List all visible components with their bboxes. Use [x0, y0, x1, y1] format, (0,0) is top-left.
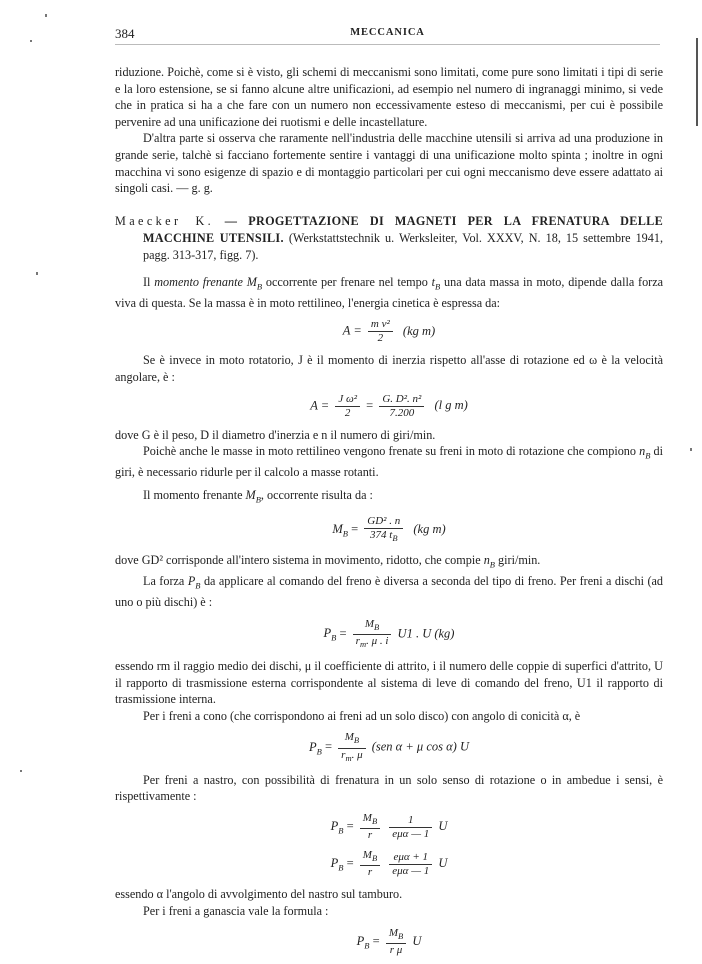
paragraph: Il momento frenante $M_B$, occorrente risulta da : [143, 487, 373, 505]
paragraph: Poichè anche le masse in moto rettilineo vengono frenate su freni in moto di rotazione che compiono $n_B$ di giri, è necessario ridurle per il calcolo a masse rotanti. [115, 444, 663, 480]
scan-speck [45, 14, 47, 17]
paragraph: essendo rm il raggio medio dei dischi, μ il coefficiente di attrito, i il numero delle coppie di superfici d'attrito, U il rapporto di trasmissione esterna corrispondente al sistema di leve di comando del freno, U1 il rapporto di trasmissione interna. [115, 659, 663, 707]
header-rule [115, 44, 660, 45]
formula-shoe-brake: $P_B$ = $\frac{M_B}{\text{r μ}}$ U [356, 926, 422, 956]
paragraph: essendo α l'angolo di avvolgimento del nastro sul tamburo. [115, 887, 403, 902]
running-header [115, 26, 660, 42]
page-number: 384 [115, 26, 135, 41]
formula-rotational-energy: A = $\frac{\text{J ω²}}{2}$ = $\frac{\text{G. D². n²}}{7.200}$ (l g m) [310, 392, 468, 419]
header-title: MECCANICA [350, 27, 425, 38]
formula-cone-brake: $P_B$ = $\frac{M_B}{r_m. \mu}$ (sen α + μ cos α) U [309, 731, 469, 763]
page-body [115, 64, 663, 964]
formula-band-brake-one-way: $P_B$ = $\frac{M_B}{r}$ $\frac{1}{\text{eμα — 1}}$ U [330, 811, 448, 842]
paragraph: riduzione. Poichè, come si è visto, gli schemi di meccanismi sono limitati, come pure sono limitati i tipi di serie e la loro estensione, se si fanno alcune altre unificazioni, ad esempio nel numero di ingranaggi minimo, si vede che in pratica si ha a che fare con un numero non eccessivamente esteso di meccanismi, per cui è possibile pervenire ad una unificazione dei ruotismi e delle incastellature. [115, 65, 663, 129]
scan-speck [36, 272, 38, 275]
formula-band-brake-both-ways: $P_B$ = $\frac{M_B}{r}$ $\frac{\text{eμα + 1}}{\text{eμα — 1}}$ U [330, 849, 448, 879]
scan-speck [20, 770, 22, 772]
paragraph: dove G è il peso, D il diametro d'inerzia e n il numero di giri/min. [115, 427, 436, 442]
scan-speck [30, 40, 32, 42]
paragraph: Per i freni a cono (che corrispondono ai freni ad un solo disco) con angolo di conicità α, è [143, 708, 581, 723]
article-author: Maecker K. [115, 213, 215, 228]
paragraph: Per freni a nastro, con possibilità di frenatura in un solo senso di rotazione o in ambedue i sensi, è rispettivamente : [115, 772, 663, 804]
article-title: — PROGETTAZIONE DI MAGNETI PER LA FRENATURA DELLE MACCHINE UTENSILI. [143, 213, 663, 245]
article-source: (Werkstattstechnik u. Werksleiter, Vol. XXXV, N. 18, 15 settembre 1941, pagg. 313-317, figg. 7). [143, 230, 664, 262]
scan-speck [690, 448, 692, 451]
formula-braking-moment: $M_B$ = $\frac{\text{GD² . n}}{374 t_B}$ (kg m) [332, 514, 446, 543]
paragraph: dove GD² corrisponde all'intero sistema in movimento, ridotto, che compie $n_B$ giri/min. [115, 553, 541, 570]
paragraph: Il momento frenante $M_B$ occorrente per frenare nel tempo $t_B$ una data massa in moto, dipende dalla forza viva di questa. Se la massa è in moto rettilineo, l'energia cinetica è espressa da: [115, 274, 664, 310]
paragraph: Se è invece in moto rotatorio, J è il momento di inerzia rispetto all'asse di rotazione ed ω è la velocità angolare, è : [115, 353, 663, 384]
paragraph: La forza $P_B$ da applicare al comando del freno è diversa a seconda del tipo di freno. Per freni a dischi (ad uno o più dischi) è : [115, 574, 664, 610]
formula-disc-brake: $P_B$ = $\frac{M_B}{r_m. \mu . i}$ U1 . U (kg) [323, 617, 455, 650]
scan-edge-mark [696, 38, 698, 126]
formula-kinetic-energy: A = $\frac{\text{m v²}}{2}$ (kg m) [342, 318, 436, 345]
article-heading [115, 213, 663, 264]
paragraph: Per i freni a ganascia vale la formula : [143, 903, 329, 918]
paragraph: D'altra parte si osserva che raramente nell'industria delle macchine utensili si arriva ad una produzione in grande serie, talchè si facciano fortemente sentire i vantaggi di una unificazione molto spinta ; inoltre in ogni macchina vi sono esigenze di spazio e di montaggio particolari per cui ogni meccanismo deve essere adattato ai singoli casi. — g. g. [115, 131, 663, 196]
